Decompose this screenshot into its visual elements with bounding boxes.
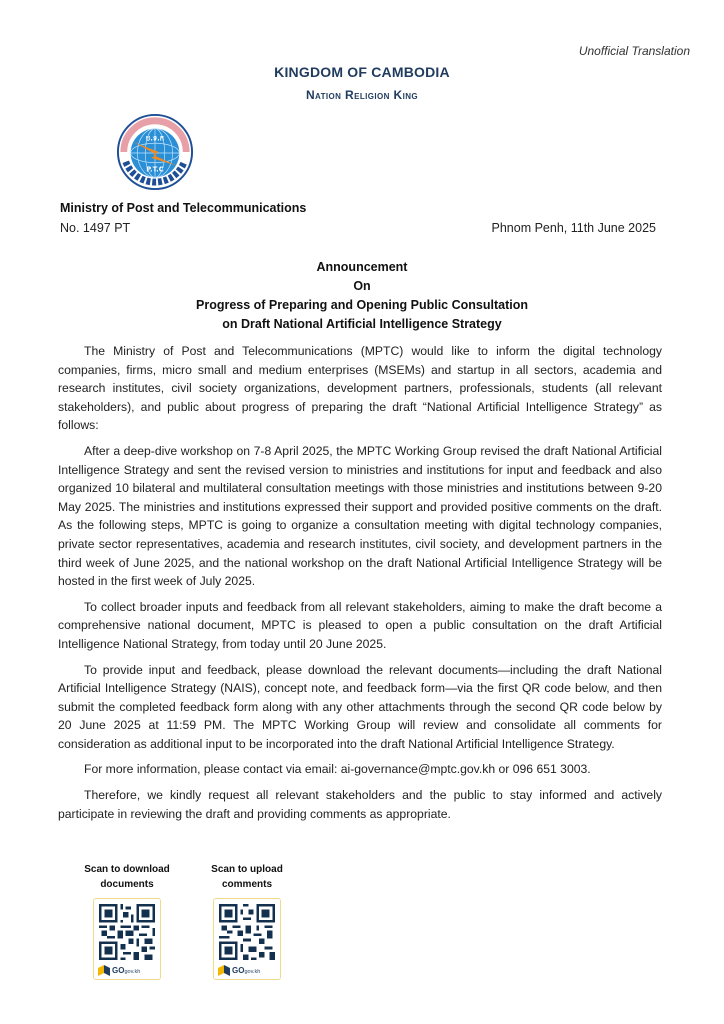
body-paragraph: To collect broader inputs and feedback from all relevant stakeholders, aiming to make the draft become a comprehensive national document, MPTC is pleased to open a public consultation on the draft Artificial Intelligence National Strategy, from today until 20 June 2025. — [58, 599, 662, 651]
svg-text:ប.ទ.ក: ប.ទ.ក — [145, 134, 165, 143]
ministry-seal-icon — [116, 113, 194, 191]
svg-text:P.T.C: P.T.C — [146, 165, 164, 174]
place-and-date: Phnom Penh, 11th June 2025 — [491, 221, 656, 235]
title-line: Announcement — [316, 260, 408, 274]
reference-number: No. 1497 PT — [60, 221, 131, 235]
qr-code-card[interactable] — [93, 898, 161, 980]
body-paragraph: Therefore, we kindly request all relevant stakeholders and the public to stay informed and actively participate in reviewing the draft and providing comments as appropriate. — [58, 788, 662, 821]
title-line: on Draft National Artificial Intelligence Strategy — [222, 317, 502, 331]
qr-label: Scan to upload comments — [211, 864, 283, 890]
qr-code-icon[interactable] — [219, 904, 275, 960]
contact-paragraph: For more information, please contact via email: ai-governance@mptc.gov.kh or 096 651 3003. — [84, 762, 591, 777]
announcement-title — [0, 258, 724, 334]
go-gov-brand: GOgov.kh — [218, 964, 276, 976]
unofficial-translation-label: Unofficial Translation — [578, 44, 690, 58]
body-paragraph: After a deep-dive workshop on 7-8 April 2025, the MPTC Working Group revised the draft National Artificial Intelligence Strategy and sent the revised version to ministries and institutions for input and feedback and also organized 10 bilateral and multilateral consultation meetings with those ministries and institutions between 9-20 May 2025. The ministries and institutions expressed their support and provided positive comments on the draft. As the following steps, MPTC is going to organize a consultation meeting with digital technology companies, private sector representatives, academia and research institutes, civil society, and development partners in the third week of June 2025, and the national workshop on the draft National Artificial Intelligence Strategy will be hosted in the first week of July 2025. — [58, 443, 662, 589]
go-gov-logo-icon — [218, 965, 230, 976]
body-paragraph: To provide input and feedback, please download the relevant documents—including the draft National Artificial Intelligence Strategy (NAIS), concept note, and feedback form—via the first QR code below, and then submit the completed feedback form along with any other attachments through the second QR code below by 20 June 2025 at 11:59 PM. The MPTC Working Group will review and consolidate all comments for consideration as additional input to be incorporated into the draft National Artificial Intelligence Strategy. — [58, 662, 662, 751]
title-line: Progress of Preparing and Opening Public Consultation — [196, 298, 528, 312]
qr-upload-comments — [192, 862, 302, 980]
national-motto: Nation Religion King — [305, 88, 419, 102]
announcement-body — [58, 342, 662, 830]
qr-code-card[interactable] — [213, 898, 281, 980]
ministry-name: Ministry of Post and Telecommunications — [60, 201, 307, 215]
qr-download-documents — [72, 862, 182, 980]
qr-label: Scan to download documents — [84, 864, 170, 890]
go-gov-brand: GOgov.kh — [98, 964, 156, 976]
body-paragraph: The Ministry of Post and Telecommunications (MPTC) would like to inform the digital technology companies, firms, micro small and medium enterprises (MSEMs) and startup in all sectors, academia and research institutes, civil society organizations, development partners, professionals, students (all relevant stakeholders), and public about progress of preparing the draft “National Artificial Intelligence Strategy” as follows: — [58, 344, 662, 433]
qr-codes-section — [0, 862, 724, 1022]
kingdom-heading: KINGDOM OF CAMBODIA — [274, 64, 450, 80]
title-line: On — [353, 279, 371, 293]
qr-code-icon[interactable] — [99, 904, 155, 960]
go-gov-logo-icon — [98, 965, 110, 976]
